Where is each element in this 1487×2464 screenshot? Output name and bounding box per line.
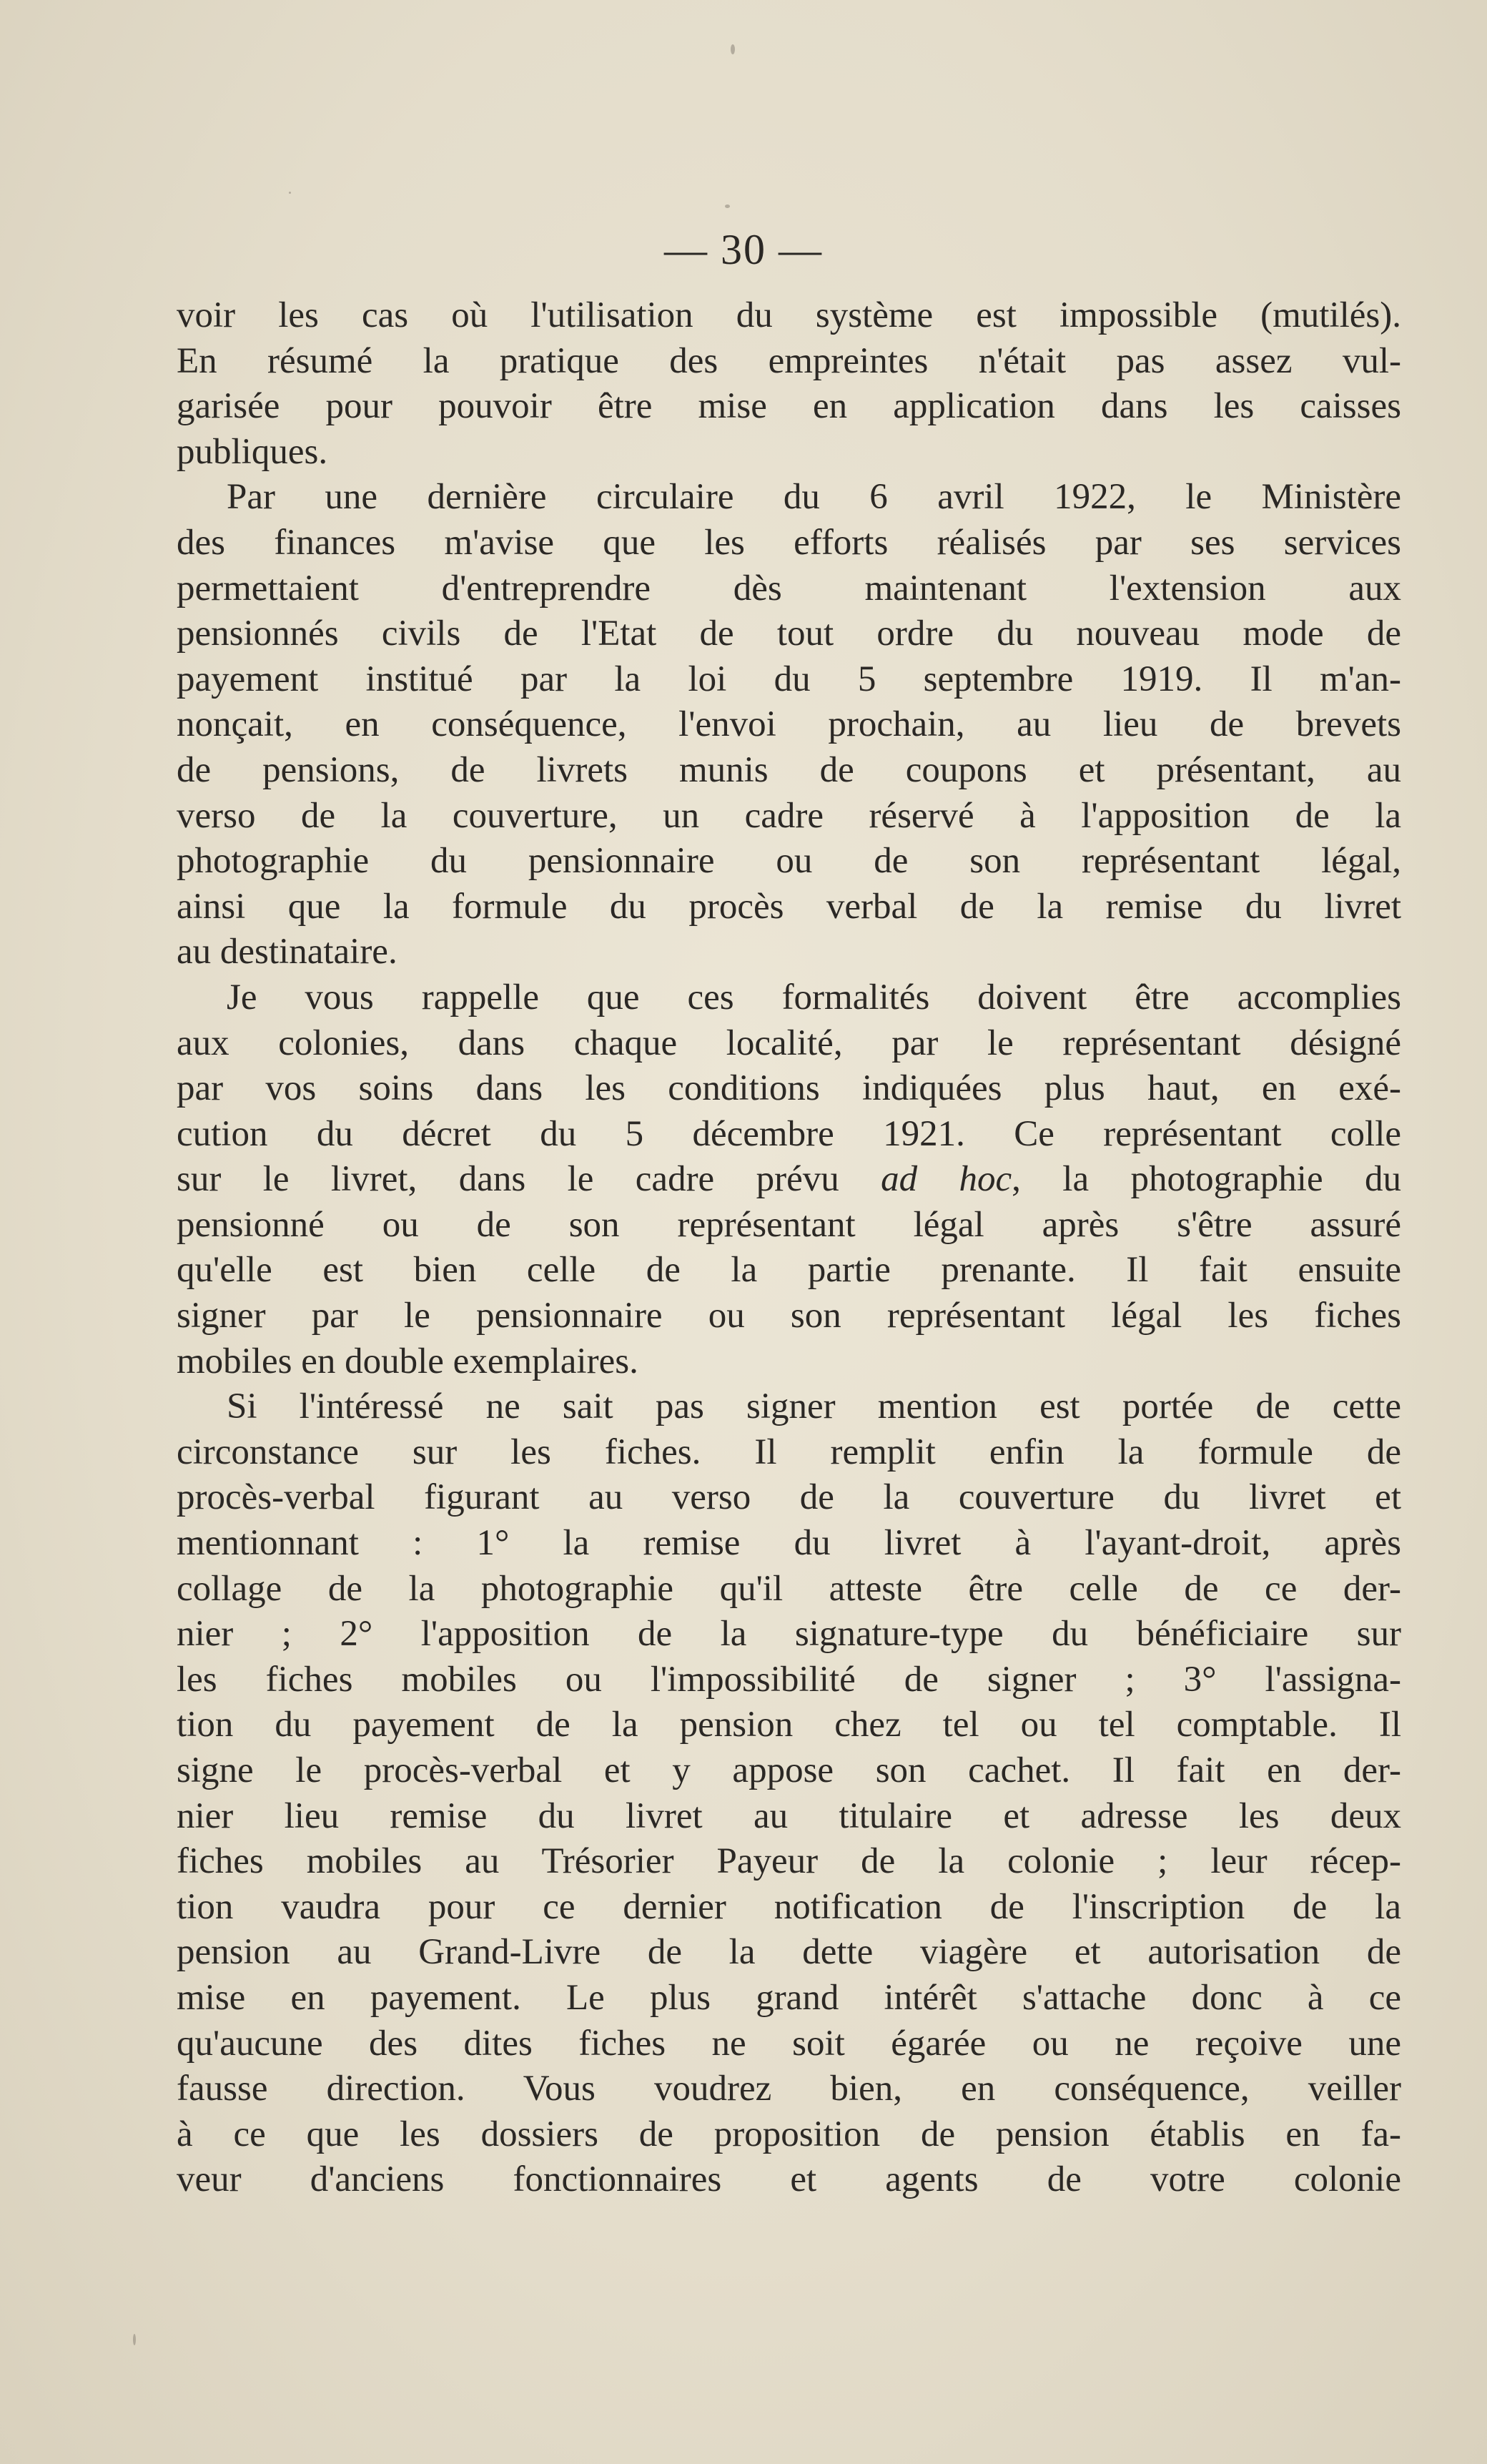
paragraph-3 [177, 975, 1401, 1384]
text-line: Je vous rappelle que ces formalités doivent être accomplies [227, 977, 1401, 1017]
paragraph-4 [177, 1384, 1401, 2203]
text-line: payement institué par la loi du 5 septembre 1919. Il m'an- [177, 659, 1401, 699]
latin-phrase: ad hoc [881, 1159, 1012, 1200]
paper-speck [731, 44, 735, 54]
body-text [177, 293, 1401, 2203]
text-line: fausse direction. Vous voudrez bien, en conséquence, veiller [177, 2069, 1401, 2109]
text-line: veur d'anciens fonctionnaires et agents de votre colonie [177, 2159, 1401, 2200]
text-line: Par une dernière circulaire du 6 avril 1922, le Ministère [227, 477, 1401, 518]
text-line: pension au Grand-Livre de la dette viagère et autorisation de [177, 1932, 1401, 1973]
text-line: pensionné ou de son représentant légal après s'être assuré [177, 1204, 1401, 1245]
text-line: des finances m'avise que les efforts réalisés par ses services [177, 522, 1401, 563]
text-line: mobiles en double exemplaires. [177, 1341, 638, 1381]
text-line: verso de la couverture, un cadre réservé à l'apposition de la [177, 795, 1401, 836]
text-line: En résumé la pratique des empreintes n'était pas assez vul- [177, 340, 1401, 381]
text-line: pensionnés civils de l'Etat de tout ordre du nouveau mode de [177, 613, 1401, 654]
text-line: circonstance sur les fiches. Il remplit enfin la formule de [177, 1431, 1401, 1472]
text-line: à ce que les dossiers de proposition de pension établis en fa- [177, 2114, 1401, 2154]
text-line: de pensions, de livrets munis de coupons et présentant, au [177, 749, 1401, 790]
text-line: garisée pour pouvoir être mise en application dans les caisses [177, 386, 1401, 427]
text-line: collage de la photographie qu'il atteste être celle de ce der- [177, 1568, 1401, 1609]
paper-speck [289, 192, 291, 194]
text-line: qu'elle est bien celle de la partie prenante. Il fait ensuite [177, 1250, 1401, 1291]
text-line: ainsi que la formule du procès verbal de la remise du livret [177, 886, 1401, 927]
text-line: au destinataire. [177, 932, 397, 972]
text-line: Si l'intéressé ne sait pas signer mention est portée de cette [227, 1386, 1401, 1427]
text-line: permettaient d'entreprendre dès maintenant l'extension aux [177, 568, 1401, 608]
text-line: procès-verbal figurant au verso de la couverture du livret et [177, 1477, 1401, 1518]
text-line: signer par le pensionnaire ou son représentant légal les fiches [177, 1296, 1401, 1336]
text-line: mentionnant : 1° la remise du livret à l'ayant-droit, après [177, 1523, 1401, 1564]
text-line: aux colonies, dans chaque localité, par le représentant désigné [177, 1022, 1401, 1063]
text-line: nier ; 2° l'apposition de la signature-type du bénéficiaire sur [177, 1614, 1401, 1655]
paper-speck [133, 2334, 136, 2345]
text-line: publiques. [177, 431, 328, 472]
paper-speck [725, 204, 730, 208]
page-number: — 30 — [664, 226, 823, 273]
text-line: nonçait, en conséquence, l'envoi prochain, au lieu de brevets [177, 704, 1401, 745]
paragraph-1 [177, 293, 1401, 475]
text-line: qu'aucune des dites fiches ne soit égarée ou ne reçoive une [177, 2023, 1401, 2064]
text-line: les fiches mobiles ou l'impossibilité de signer ; 3° l'assigna- [177, 1659, 1401, 1700]
text-line: photographie du pensionnaire ou de son représentant légal, [177, 841, 1401, 882]
text-line: signe le procès-verbal et y appose son cachet. Il fait en der- [177, 1750, 1401, 1790]
text-line: sur le livret, dans le cadre prévu ad hoc, la photographie du [177, 1159, 1401, 1200]
text-line: par vos soins dans les conditions indiquées plus haut, en exé- [177, 1068, 1401, 1109]
text-line: tion du payement de la pension chez tel ou tel comptable. Il [177, 1705, 1401, 1745]
text-line: nier lieu remise du livret au titulaire et adresse les deux [177, 1795, 1401, 1836]
text-line: cution du décret du 5 décembre 1921. Ce représentant colle [177, 1113, 1401, 1154]
text-line: voir les cas où l'utilisation du système est impossible (mutilés). [177, 295, 1401, 335]
text-line: tion vaudra pour ce dernier notification de l'inscription de la [177, 1886, 1401, 1927]
paragraph-2 [177, 475, 1401, 975]
text-line: mise en payement. Le plus grand intérêt s'attache donc à ce [177, 1977, 1401, 2018]
text-line: fiches mobiles au Trésorier Payeur de la colonie ; leur récep- [177, 1841, 1401, 1882]
